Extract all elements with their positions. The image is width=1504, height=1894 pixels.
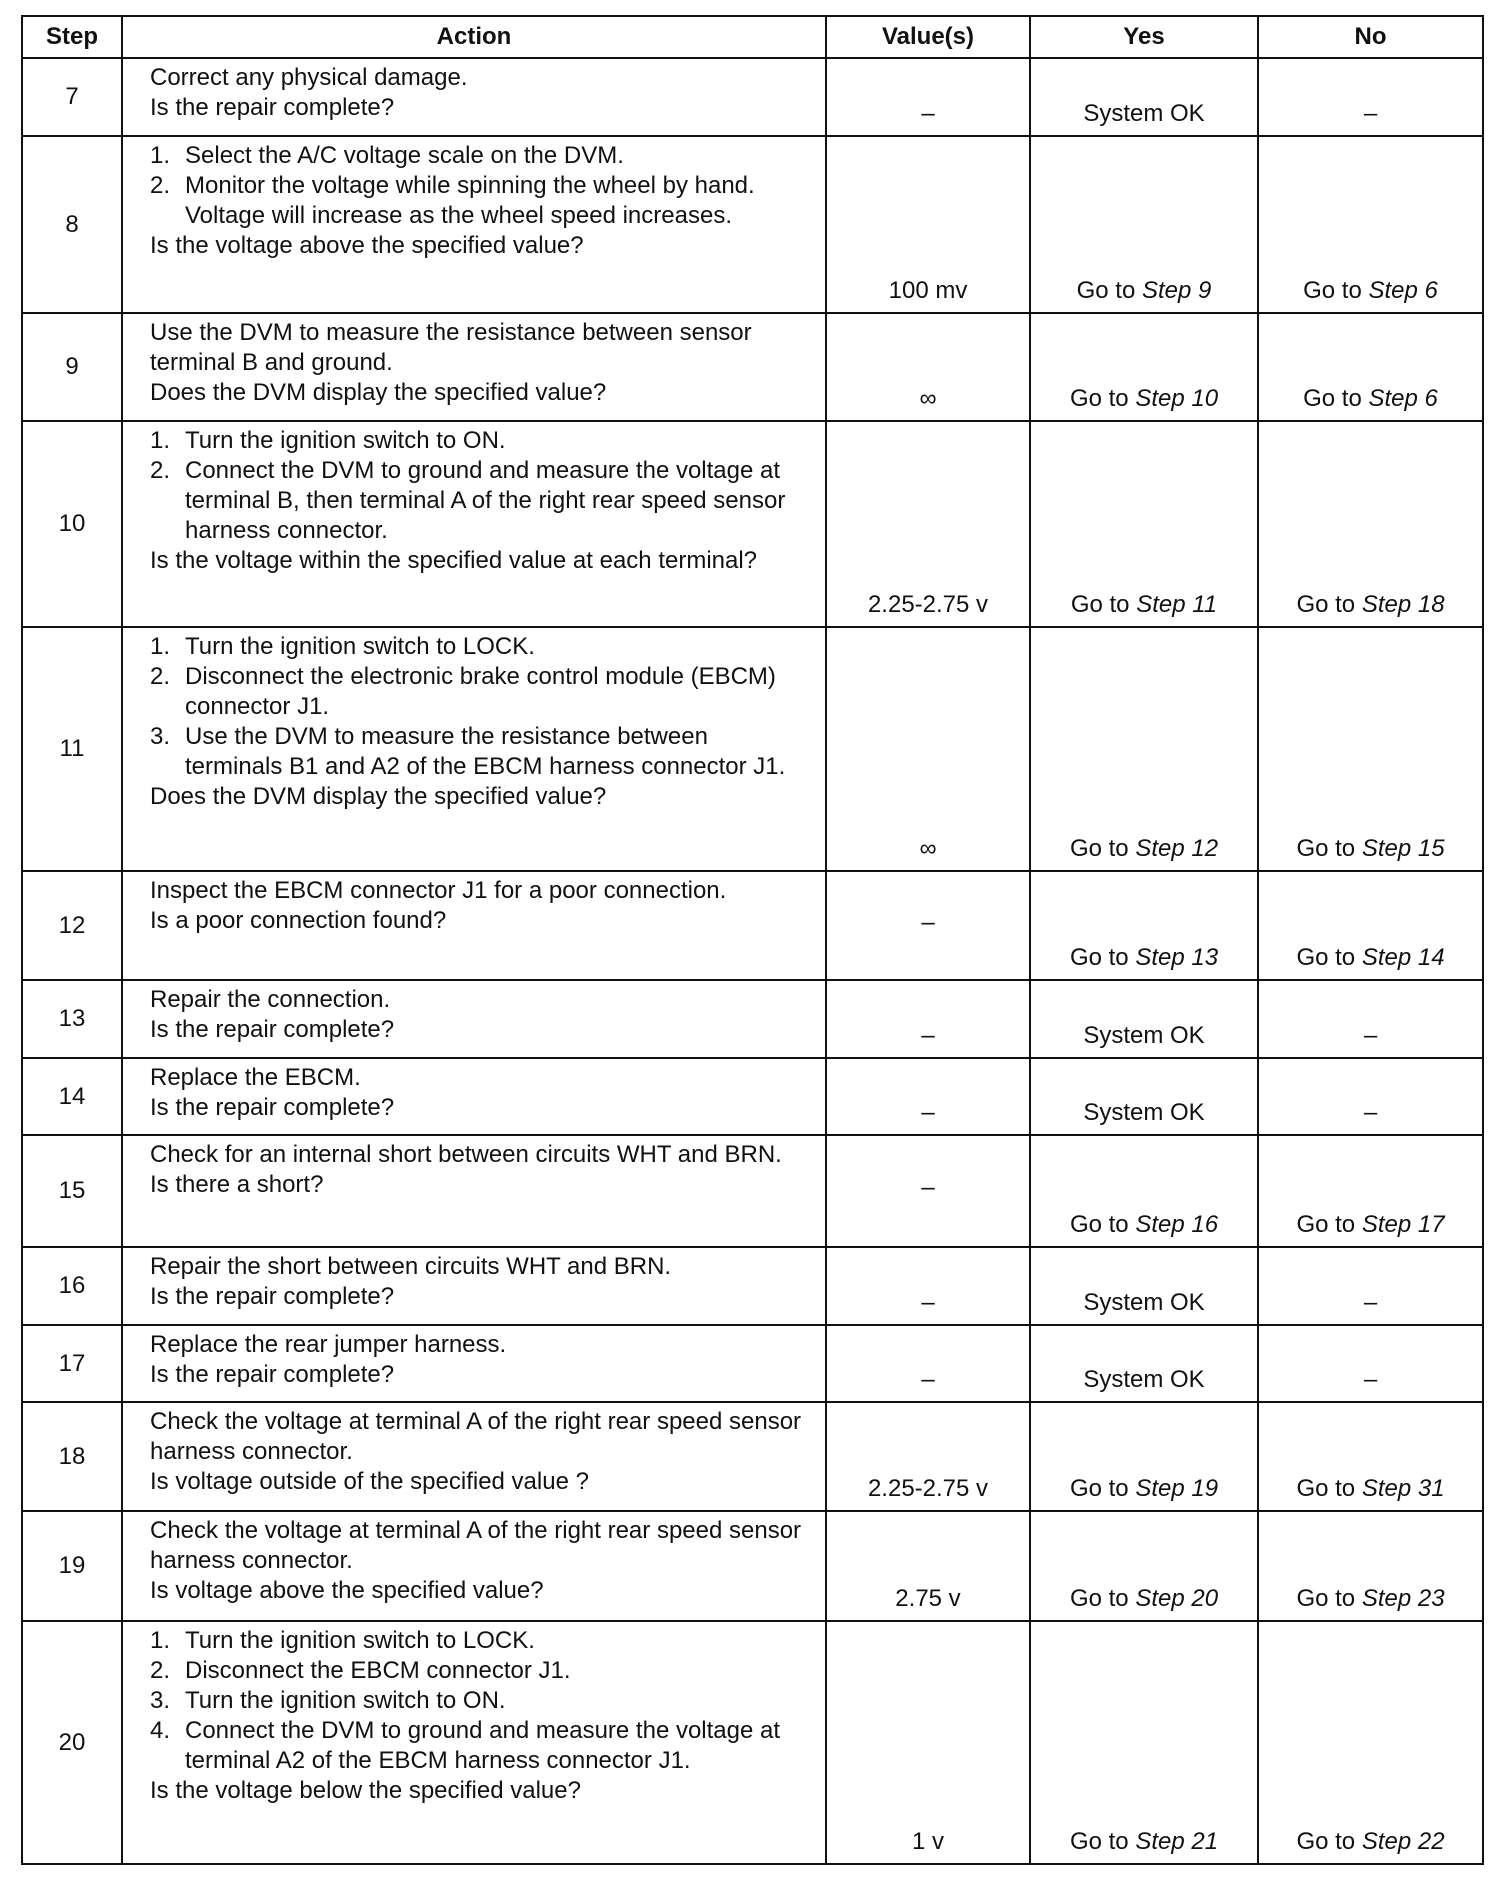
- value-cell: –: [826, 58, 1030, 136]
- action-cell: [122, 1511, 826, 1621]
- step-number: 7: [22, 58, 122, 136]
- action-cell: [122, 1325, 826, 1402]
- item-text: Turn the ignition switch to LOCK.: [185, 633, 535, 660]
- item-number: 4.: [150, 1717, 171, 1744]
- no-step-ref: Step 14: [1361, 944, 1445, 971]
- item-number: 3.: [150, 1687, 171, 1714]
- value-cell: ∞: [826, 627, 1030, 871]
- no-cell: [1258, 1621, 1483, 1864]
- action-text: Is the repair complete?: [150, 94, 395, 121]
- yes-text: System OK: [1083, 1022, 1205, 1049]
- no-step-ref: Step 31: [1361, 1475, 1445, 1502]
- action-text: Is a poor connection found?: [150, 907, 447, 934]
- yes-text: Go to: [1069, 385, 1136, 412]
- no-cell: [1258, 1247, 1483, 1325]
- step-number: 13: [22, 980, 122, 1058]
- action-text: Is voltage above the specified value?: [150, 1577, 544, 1604]
- action-text: Is the repair complete?: [150, 1094, 395, 1121]
- yes-cell: [1030, 1402, 1258, 1511]
- no-cell: [1258, 421, 1483, 627]
- header-action: Action: [122, 16, 826, 58]
- no-cell: [1258, 313, 1483, 421]
- value-cell: –: [826, 1325, 1030, 1402]
- no-text: –: [1363, 1289, 1378, 1316]
- yes-cell: [1030, 313, 1258, 421]
- item-text: Turn the ignition switch to LOCK.: [185, 1627, 535, 1654]
- yes-text: Go to: [1076, 277, 1142, 304]
- table-row: [22, 1621, 1483, 1864]
- action-list-item: [150, 456, 811, 546]
- yes-text: System OK: [1083, 1366, 1205, 1393]
- yes-text: System OK: [1083, 1289, 1205, 1316]
- action-text: Is the repair complete?: [150, 1283, 395, 1310]
- yes-text: System OK: [1083, 1099, 1205, 1126]
- action-text: Is voltage outside of the specified value ?: [150, 1468, 589, 1495]
- value-cell: 1 v: [826, 1621, 1030, 1864]
- yes-cell: [1030, 1325, 1258, 1402]
- no-text: –: [1363, 1022, 1378, 1049]
- yes-cell: [1030, 421, 1258, 627]
- yes-text: Go to: [1069, 835, 1136, 862]
- step-number: 19: [22, 1511, 122, 1621]
- yes-step-ref: Step 20: [1135, 1585, 1219, 1612]
- step-number: 12: [22, 871, 122, 980]
- no-text: Go to: [1296, 1475, 1362, 1502]
- table-row: [22, 1247, 1483, 1325]
- item-number: 1.: [150, 633, 171, 660]
- action-list-item: [150, 662, 811, 722]
- item-number: 2.: [150, 663, 171, 690]
- yes-step-ref: Step 16: [1135, 1211, 1219, 1238]
- yes-step-ref: Step 9: [1141, 277, 1212, 304]
- yes-text: Go to: [1069, 944, 1136, 971]
- no-text: Go to: [1296, 1585, 1362, 1612]
- item-number: 1.: [150, 142, 171, 169]
- yes-text: System OK: [1083, 100, 1205, 127]
- action-text: Use the DVM to measure the resistance between sensor terminal B and ground.: [150, 319, 752, 376]
- value-cell: –: [826, 1135, 1030, 1247]
- table-row: [22, 1402, 1483, 1511]
- yes-step-ref: Step 13: [1135, 944, 1219, 971]
- action-text: Replace the rear jumper harness.: [150, 1331, 507, 1358]
- step-number: 10: [22, 421, 122, 627]
- step-number: 18: [22, 1402, 122, 1511]
- item-text: Turn the ignition switch to ON.: [185, 427, 506, 454]
- no-text: Go to: [1296, 944, 1362, 971]
- no-step-ref: Step 15: [1361, 835, 1445, 862]
- no-step-ref: Step 6: [1368, 277, 1438, 304]
- no-cell: [1258, 627, 1483, 871]
- header-step: Step: [22, 16, 122, 58]
- action-text: Does the DVM display the specified value?: [150, 783, 607, 810]
- action-cell: [122, 627, 826, 871]
- yes-step-ref: Step 10: [1135, 385, 1219, 412]
- item-text: Disconnect the electronic brake control module (EBCM) connector J1.: [185, 663, 776, 720]
- yes-cell: [1030, 1511, 1258, 1621]
- table-row: [22, 313, 1483, 421]
- table-row: [22, 1325, 1483, 1402]
- action-list-item: [150, 1716, 811, 1776]
- value-cell: ∞: [826, 313, 1030, 421]
- yes-step-ref: Step 21: [1135, 1828, 1219, 1855]
- header-row: [22, 16, 1483, 58]
- no-cell: [1258, 1325, 1483, 1402]
- no-text: Go to: [1303, 385, 1369, 412]
- item-number: 3.: [150, 723, 171, 750]
- no-step-ref: Step 23: [1361, 1585, 1445, 1612]
- action-text: Correct any physical damage.: [150, 64, 468, 91]
- action-text: Check the voltage at terminal A of the right rear speed sensor harness connector.: [150, 1408, 802, 1465]
- action-text: Is the voltage below the specified value?: [150, 1777, 581, 1804]
- action-cell: [122, 980, 826, 1058]
- no-step-ref: Step 17: [1361, 1211, 1445, 1238]
- action-list-item: [150, 1656, 811, 1686]
- no-cell: [1258, 1402, 1483, 1511]
- value-cell: –: [826, 1058, 1030, 1135]
- value-cell: 2.25-2.75 v: [826, 421, 1030, 627]
- action-text: Inspect the EBCM connector J1 for a poor connection.: [150, 877, 727, 904]
- item-number: 2.: [150, 457, 171, 484]
- action-list-item: [150, 1626, 811, 1656]
- step-number: 8: [22, 136, 122, 313]
- no-text: Go to: [1296, 835, 1362, 862]
- table-row: [22, 1135, 1483, 1247]
- table-row: [22, 136, 1483, 313]
- item-number: 2.: [150, 1657, 171, 1684]
- yes-step-ref: Step 19: [1135, 1475, 1219, 1502]
- value-cell: 100 mv: [826, 136, 1030, 313]
- action-text: Repair the connection.: [150, 986, 391, 1013]
- item-number: 2.: [150, 172, 171, 199]
- item-text: Connect the DVM to ground and measure the voltage at terminal A2 of the EBCM harness connector J1.: [185, 1717, 781, 1774]
- header-no: No: [1258, 16, 1483, 58]
- yes-cell: [1030, 627, 1258, 871]
- action-list-item: [150, 632, 811, 662]
- no-cell: [1258, 871, 1483, 980]
- action-text: Does the DVM display the specified value?: [150, 379, 607, 406]
- action-text: Repair the short between circuits WHT and BRN.: [150, 1253, 672, 1280]
- value-cell: –: [826, 1247, 1030, 1325]
- yes-text: Go to: [1069, 1211, 1136, 1238]
- action-text: Is the repair complete?: [150, 1016, 395, 1043]
- action-cell: [122, 313, 826, 421]
- action-text: Check the voltage at terminal A of the right rear speed sensor harness connector.: [150, 1517, 802, 1574]
- action-cell: [122, 58, 826, 136]
- action-text: Check for an internal short between circuits WHT and BRN.: [150, 1141, 782, 1168]
- yes-text: Go to: [1069, 1828, 1136, 1855]
- table-row: [22, 627, 1483, 871]
- item-text: Monitor the voltage while spinning the wheel by hand. Voltage will increase as the wheel speed increases.: [185, 172, 755, 229]
- step-number: 9: [22, 313, 122, 421]
- no-cell: [1258, 980, 1483, 1058]
- value-cell: 2.75 v: [826, 1511, 1030, 1621]
- action-text: Is the voltage within the specified value at each terminal?: [150, 547, 758, 574]
- action-cell: [122, 1058, 826, 1135]
- no-cell: [1258, 1058, 1483, 1135]
- value-cell: –: [826, 980, 1030, 1058]
- item-text: Select the A/C voltage scale on the DVM.: [185, 142, 624, 169]
- item-text: Disconnect the EBCM connector J1.: [185, 1657, 571, 1684]
- no-text: Go to: [1296, 1828, 1362, 1855]
- action-cell: [122, 1247, 826, 1325]
- yes-cell: [1030, 58, 1258, 136]
- yes-cell: [1030, 1135, 1258, 1247]
- no-step-ref: Step 22: [1361, 1828, 1445, 1855]
- no-cell: [1258, 136, 1483, 313]
- diagnostic-table: [21, 15, 1484, 1865]
- action-cell: [122, 421, 826, 627]
- action-list-item: [150, 171, 811, 231]
- action-text: Is there a short?: [150, 1171, 324, 1198]
- item-text: Turn the ignition switch to ON.: [185, 1687, 506, 1714]
- item-text: Use the DVM to measure the resistance between terminals B1 and A2 of the EBCM harness connector J1.: [185, 723, 786, 780]
- action-cell: [122, 136, 826, 313]
- yes-cell: [1030, 980, 1258, 1058]
- yes-step-ref: Step 12: [1135, 835, 1219, 862]
- no-text: Go to: [1296, 1211, 1362, 1238]
- action-cell: [122, 1621, 826, 1864]
- no-cell: [1258, 1135, 1483, 1247]
- no-cell: [1258, 1511, 1483, 1621]
- step-number: 15: [22, 1135, 122, 1247]
- no-step-ref: Step 6: [1368, 385, 1438, 412]
- table-row: [22, 58, 1483, 136]
- step-number: 11: [22, 627, 122, 871]
- table-row: [22, 1058, 1483, 1135]
- yes-cell: [1030, 136, 1258, 313]
- header-values: Value(s): [826, 16, 1030, 58]
- action-list-item: [150, 141, 811, 171]
- header-yes: Yes: [1030, 16, 1258, 58]
- yes-text: Go to: [1070, 591, 1137, 618]
- action-list-item: [150, 1686, 811, 1716]
- yes-cell: [1030, 871, 1258, 980]
- yes-text: Go to: [1069, 1585, 1136, 1612]
- action-text: Is the voltage above the specified value?: [150, 232, 584, 259]
- step-number: 14: [22, 1058, 122, 1135]
- yes-text: Go to: [1069, 1475, 1136, 1502]
- no-text: –: [1363, 100, 1378, 127]
- item-text: Connect the DVM to ground and measure the voltage at terminal B, then terminal A of the right rear speed sensor harness connector.: [185, 457, 786, 544]
- step-number: 20: [22, 1621, 122, 1864]
- value-cell: 2.25-2.75 v: [826, 1402, 1030, 1511]
- no-text: Go to: [1296, 591, 1362, 618]
- action-list-item: [150, 722, 811, 782]
- step-number: 16: [22, 1247, 122, 1325]
- no-text: Go to: [1303, 277, 1369, 304]
- table-row: [22, 421, 1483, 627]
- no-text: –: [1363, 1366, 1378, 1393]
- step-number: 17: [22, 1325, 122, 1402]
- yes-cell: [1030, 1621, 1258, 1864]
- no-step-ref: Step 18: [1361, 591, 1445, 618]
- no-text: –: [1363, 1099, 1378, 1126]
- yes-step-ref: Step 11: [1136, 591, 1218, 618]
- table-row: [22, 1511, 1483, 1621]
- value-cell: –: [826, 871, 1030, 980]
- action-cell: [122, 871, 826, 980]
- item-number: 1.: [150, 1627, 171, 1654]
- no-cell: [1258, 58, 1483, 136]
- action-cell: [122, 1402, 826, 1511]
- action-text: Replace the EBCM.: [150, 1064, 361, 1091]
- action-cell: [122, 1135, 826, 1247]
- action-list-item: [150, 426, 811, 456]
- table-row: [22, 871, 1483, 980]
- yes-cell: [1030, 1058, 1258, 1135]
- yes-cell: [1030, 1247, 1258, 1325]
- table-row: [22, 980, 1483, 1058]
- item-number: 1.: [150, 427, 171, 454]
- action-text: Is the repair complete?: [150, 1361, 395, 1388]
